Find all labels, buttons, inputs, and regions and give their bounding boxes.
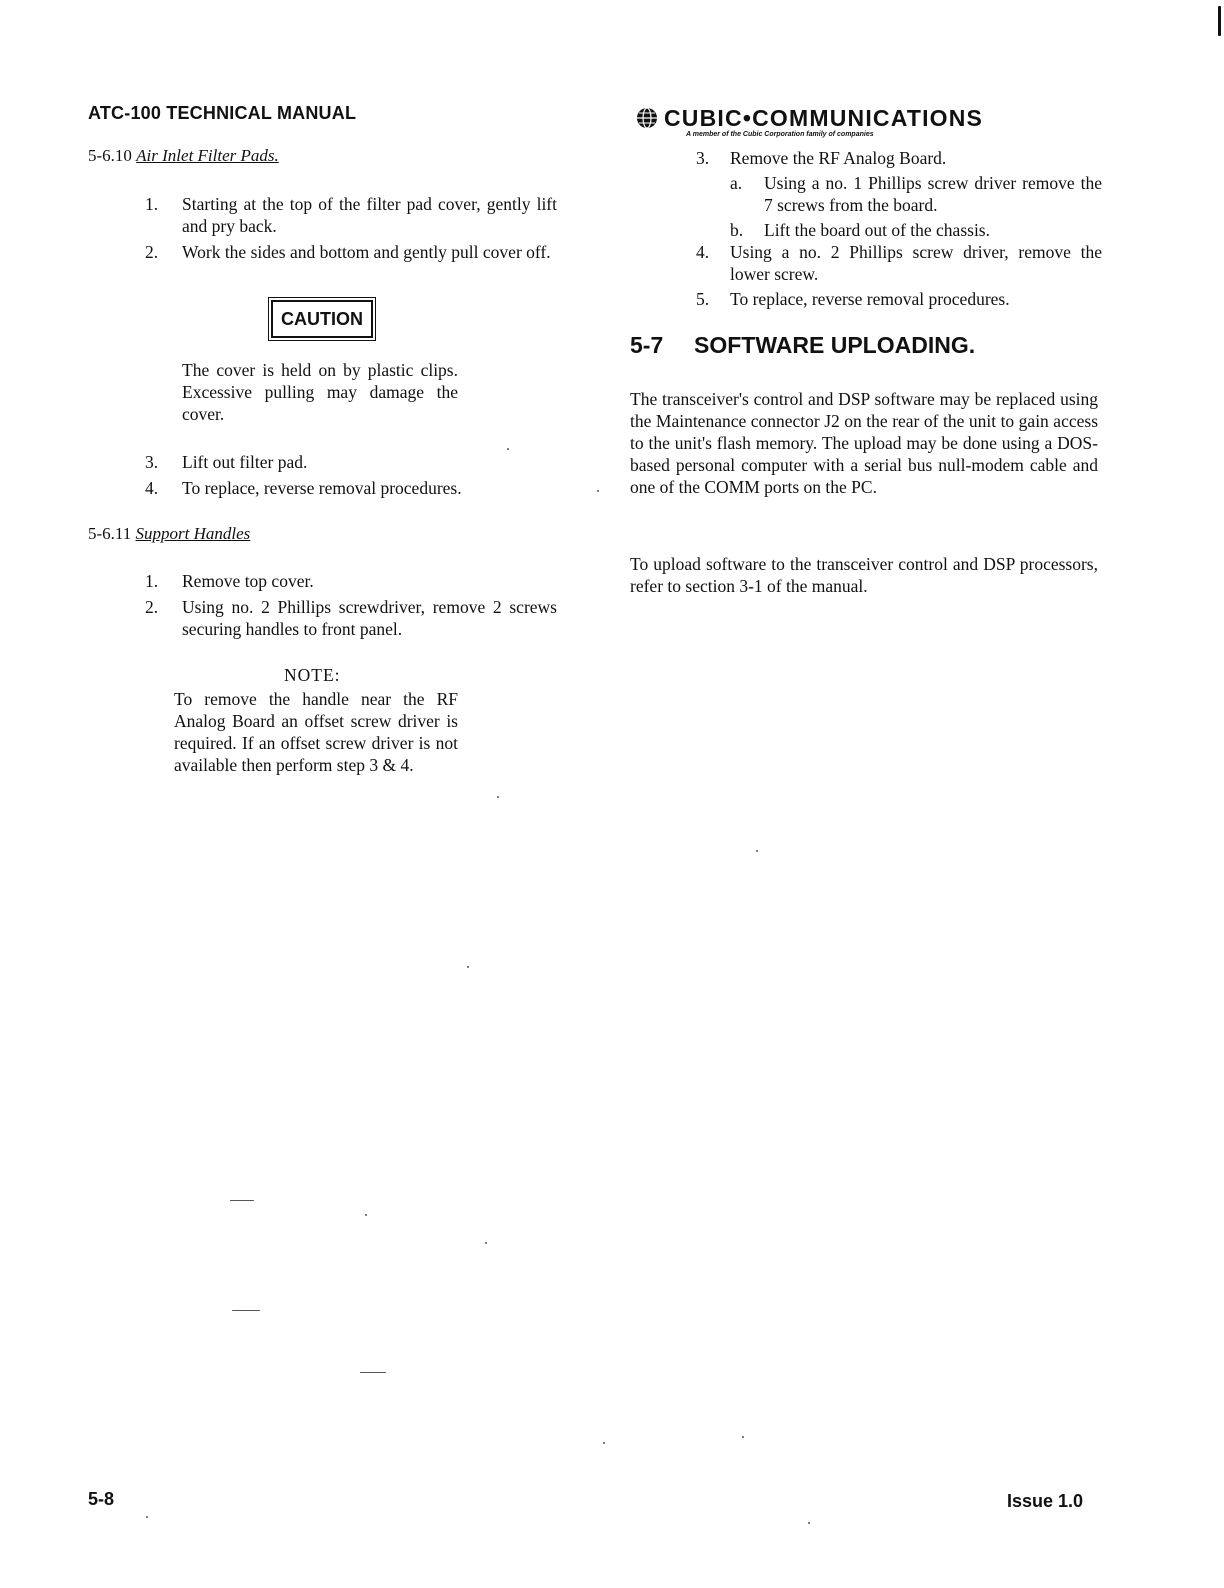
step-text: Lift out filter pad. [182,452,308,472]
rf-board-substeps [730,172,1102,244]
step-number: 1. [145,194,159,214]
step-number: 1. [145,571,159,591]
note-text: To remove the handle near the RF Analog Board an offset screw driver is required. If an offset screw driver is not available then perform step 3 & 4. [174,689,458,775]
list-item [145,570,557,592]
section-heading-software [630,334,975,356]
list-item [145,193,557,237]
step-number: 3. [696,148,710,168]
scan-speck [756,850,758,852]
company-logo [636,106,1074,139]
scan-edge-mark [1218,6,1221,36]
scan-speck [365,1214,367,1216]
support-handle-steps [145,570,557,644]
step-number: 2. [145,597,159,617]
list-item [145,477,557,499]
scan-speck [467,966,469,968]
list-item [730,219,1102,241]
cubic-globe-icon [636,107,658,129]
manual-title: ATC-100 TECHNICAL MANUAL [88,103,357,123]
list-item [145,451,557,473]
list-item [696,147,1102,169]
section-number: 5-7 [630,332,664,358]
substep-letter: b. [730,220,744,240]
section-title: Air Inlet Filter Pads. [136,146,279,165]
step-number: 4. [145,478,159,498]
section-title: SOFTWARE UPLOADING. [694,332,976,358]
logo-name: CUBIC•COMMUNICATIONS [664,105,984,131]
scan-speck [597,490,599,492]
list-item [696,288,1102,310]
air-inlet-steps-cont [145,451,557,503]
list-item [145,241,557,263]
scan-speck [230,1200,254,1201]
step-text: Using a no. 2 Phillips screw driver, remove the lower screw. [730,242,1102,284]
scan-speck [485,1242,487,1244]
page-number: 5-8 [88,1489,115,1509]
step-text: Remove top cover. [182,571,314,591]
scan-speck [507,448,509,450]
substep-text: Lift the board out of the chassis. [764,220,990,240]
step-text: To replace, reverse removal procedures. [730,289,1010,309]
software-paragraph-2: To upload software to the transceiver control and DSP processors, refer to section 3-1 of the manual. [630,554,1098,596]
scan-speck [808,1522,810,1524]
note-heading: NOTE: [284,665,341,685]
section-heading-air-inlet [88,145,279,167]
issue-label: Issue 1.0 [1007,1491,1084,1511]
step-text: Using no. 2 Phillips screwdriver, remove 2 screws securing handles to front panel. [182,597,557,639]
rf-board-steps [696,147,1102,172]
step-number: 4. [696,242,710,262]
section-number: 5-6.10 [88,146,132,165]
section-title: Support Handles [135,524,251,543]
step-text: To replace, reverse removal procedures. [182,478,462,498]
step-text: Remove the RF Analog Board. [730,148,947,168]
caution-text: The cover is held on by plastic clips. Excessive pulling may damage the cover. [182,360,458,424]
step-number: 5. [696,289,710,309]
step-number: 3. [145,452,159,472]
rf-board-steps-cont [696,241,1102,313]
list-item [730,172,1102,216]
scan-speck [146,1516,148,1518]
logo-tagline: A member of the Cubic Corporation family of companies [686,131,874,138]
substep-text: Using a no. 1 Phillips screw driver remove the 7 screws from the board. [764,173,1102,215]
step-text: Work the sides and bottom and gently pull cover off. [182,242,551,262]
section-number: 5-6.11 [88,524,132,543]
list-item [696,241,1102,285]
section-heading-support-handles [88,523,250,545]
step-text: Starting at the top of the filter pad cover, gently lift and pry back. [182,194,557,236]
air-inlet-steps [145,193,557,267]
scan-speck [742,1436,744,1438]
scan-speck [360,1372,386,1373]
software-paragraph-1: The transceiver's control and DSP software may be replaced using the Maintenance connector J2 on the rear of the unit to gain access to the unit's flash memory. The upload may be done using a DOS-based personal computer with a serial bus null-modem cable and one of the COMM ports on the PC. [630,389,1098,497]
scan-speck [232,1310,260,1311]
substep-letter: a. [730,173,743,193]
scan-speck [603,1442,605,1444]
list-item [145,596,557,640]
step-number: 2. [145,242,159,262]
caution-box: CAUTION [271,300,373,338]
scan-speck [497,796,499,798]
